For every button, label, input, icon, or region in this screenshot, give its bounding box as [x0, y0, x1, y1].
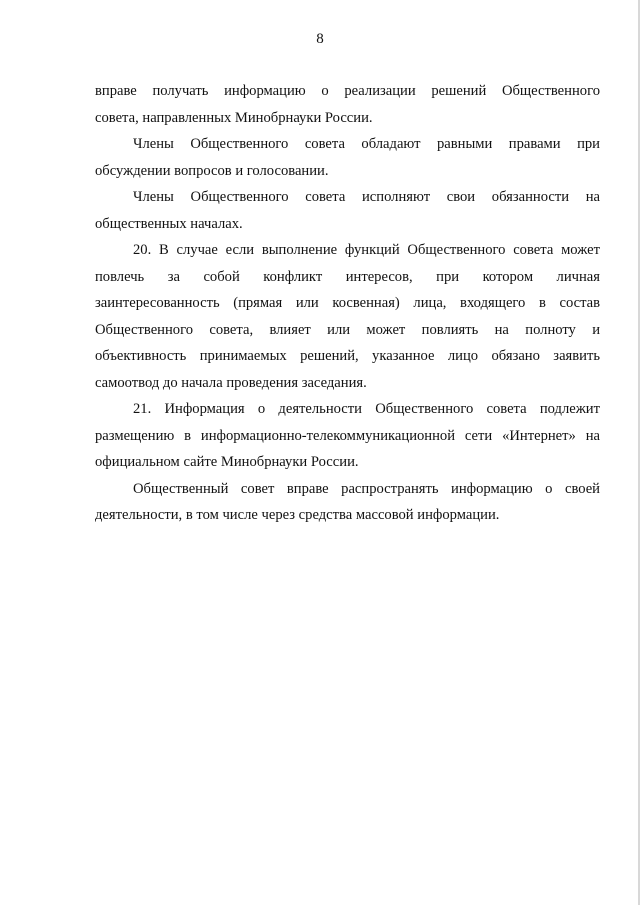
paragraph-voluntary-basis: [95, 184, 600, 237]
text-line: самоотвод до начала проведения заседания.: [95, 374, 367, 391]
text-line: Члены Общественного совета исполняют свои обязанности на: [133, 189, 600, 205]
text-line: повлечь за собой конфликт интересов, при котором личная: [95, 268, 600, 285]
paragraph-dissemination: [95, 476, 600, 529]
text-line: обсуждении вопросов и голосовании.: [95, 162, 329, 179]
text-line: 20. В случае если выполнение функций Общественного совета может: [133, 242, 600, 258]
text-line: 21. Информация о деятельности Общественного совета подлежит: [133, 401, 600, 417]
text-line: Общественный совет вправе распространять информацию о своей: [133, 480, 600, 497]
text-line: официальном сайте Минобрнауки России.: [95, 454, 359, 470]
text-line: размещению в информационно-телекоммуникационной сети «Интернет» на: [95, 427, 600, 444]
paragraph-item-21: [95, 396, 600, 476]
paragraph-equal-rights: [95, 131, 600, 184]
text-line: совета, направленных Минобрнауки России.: [95, 109, 373, 126]
paragraph-continuation: [95, 78, 600, 131]
page-number: 8: [316, 31, 324, 47]
text-line: Общественного совета, влияет или может повлиять на полноту и: [95, 321, 600, 338]
text-line: объективность принимаемых решений, указанное лицо обязано заявить: [95, 348, 600, 364]
text-line: вправе получать информацию о реализации решений Общественного: [95, 83, 600, 99]
text-line: общественных началах.: [95, 215, 243, 232]
text-line: заинтересованность (прямая или косвенная) лица, входящего в состав: [95, 295, 600, 311]
text-line: деятельности, в том числе через средства массовой информации.: [95, 507, 500, 523]
document-body: [95, 78, 600, 529]
paragraph-item-20: [95, 237, 600, 396]
text-line: Члены Общественного совета обладают равными правами при: [133, 136, 600, 152]
